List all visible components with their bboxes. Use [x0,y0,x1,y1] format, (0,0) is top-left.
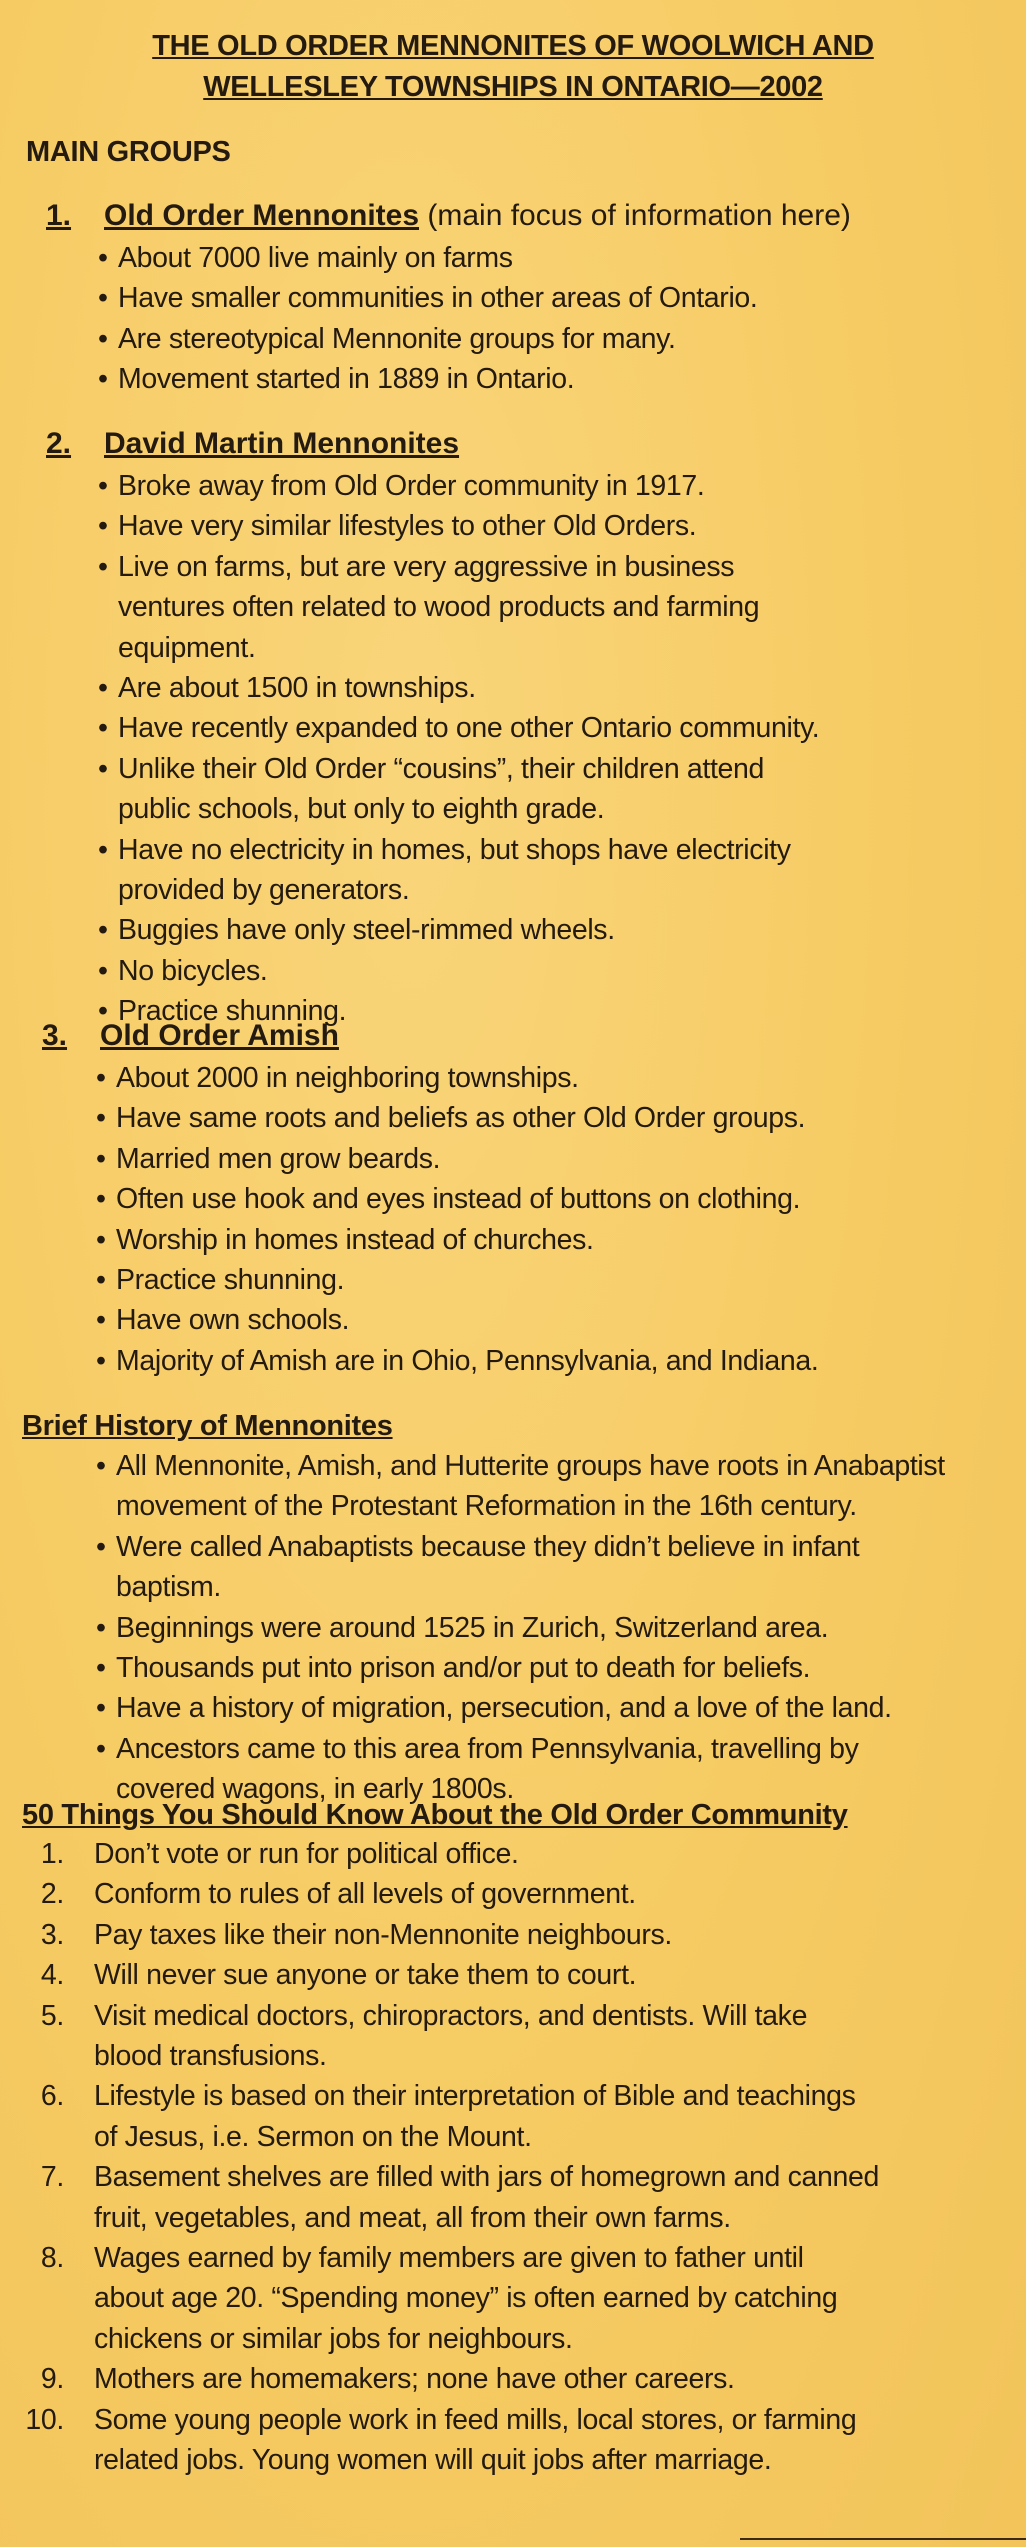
list-item [20,2359,880,2399]
list-item [20,2157,880,2238]
item-text: Conform to rules of all levels of government. [94,1878,636,1911]
group-1-name: Old Order Mennonites [104,199,420,232]
group-1-bullets [98,238,978,400]
item-number: 8. [40,2242,64,2275]
list-item: • Beginnings were around 1525 in Zurich, Switzerland area. [96,1608,956,1648]
list-item: • Are stereotypical Mennonite groups for many. [98,319,978,359]
list-item: • Have smaller communities in other areas of Ontario. [98,278,978,318]
list-item: • Have a history of migration, persecution, and a love of the land. [96,1688,956,1728]
list-item [20,1996,880,2077]
list-item [20,1955,880,1995]
list-item: • About 7000 live mainly on farms [98,238,978,278]
group-3-bullets [96,1058,996,1381]
group-3-number: 3. [42,1019,68,1052]
list-item: • Have very similar lifestyles to other Old Orders. [98,506,838,546]
item-number: 3. [40,1918,64,1951]
item-text: Some young people work in feed mills, local stores, or farming related jobs. Young women will quit jobs after marriage. [94,2403,857,2477]
item-number: 2. [40,1878,64,1911]
group-2-header [46,424,459,464]
things-list [20,1834,880,2481]
item-text: Pay taxes like their non-Mennonite neighbours. [94,1918,673,1951]
list-item: • Worship in homes instead of churches. [96,1220,996,1260]
item-number: 9. [40,2363,64,2396]
list-item: • Practice shunning. [96,1260,996,1300]
list-item [20,1834,880,1874]
list-item: • Ancestors came to this area from Pennsylvania, travelling by covered wagons, in early 1800s. [96,1729,956,1810]
list-item: • Were called Anabaptists because they didn’t believe in infant baptism. [96,1527,956,1608]
group-1-number: 1. [46,199,72,232]
item-text: Mothers are homemakers; none have other careers. [94,2363,735,2396]
things-heading: 50 Things You Should Know About the Old Order Community [22,1799,848,1831]
main-groups-heading: MAIN GROUPS [26,136,231,168]
item-text: Don’t vote or run for political office. [94,1838,519,1870]
list-item [20,2400,880,2481]
group-2-bullets [98,466,838,1032]
group-1-note: (main focus of information here) [427,199,851,232]
list-item: • Movement started in 1889 in Ontario. [98,359,978,399]
page-title [0,26,1026,108]
list-item: • No bicycles. [98,951,838,991]
item-text: Wages earned by family members are given to father until about age 20. “Spending money” is often earned by catching chickens or similar jobs for neighbours. [94,2242,838,2355]
list-item: • Have same roots and beliefs as other Old Order groups. [96,1098,996,1138]
list-item: • Majority of Amish are in Ohio, Pennsylvania, and Indiana. [96,1341,996,1381]
history-bullets [96,1446,956,1810]
list-item: • Unlike their Old Order “cousins”, their children attend public schools, but only to eighth grade. [98,749,838,830]
list-item: • Live on farms, but are very aggressive in business ventures often related to wood products and farming equipment. [98,547,838,668]
history-heading: Brief History of Mennonites [22,1410,393,1442]
list-item [20,2076,880,2157]
list-item: • Broke away from Old Order community in 1917. [98,466,838,506]
list-item: • Buggies have only steel-rimmed wheels. [98,910,838,950]
item-text: Basement shelves are filled with jars of homegrown and canned fruit, vegetables, and meat, all from their own farms. [94,2161,880,2234]
item-text: Will never sue anyone or take them to court. [94,1959,637,1992]
list-item: • Practice shunning. [98,991,838,1031]
item-number: 5. [40,1999,64,2032]
list-item: • About 2000 in neighboring townships. [96,1058,996,1098]
list-item: • Thousands put into prison and/or put to death for beliefs. [96,1648,956,1688]
group-2-name: David Martin Mennonites [104,427,460,460]
item-number: 10. [25,2403,64,2436]
list-item: • Have own schools. [96,1300,996,1340]
group-3-header [42,1016,339,1056]
item-number: 6. [40,2080,64,2113]
list-item: • All Mennonite, Amish, and Hutterite groups have roots in Anabaptist movement of the Protestant Reformation in the 16th century. [96,1446,956,1527]
group-3-name: Old Order Amish [100,1019,339,1052]
title-line-2: WELLESLEY TOWNSHIPS IN ONTARIO—2002 [203,71,823,103]
item-text: Lifestyle is based on their interpretation of Bible and teachings of Jesus, i.e. Sermon on the Mount. [94,2080,856,2153]
list-item [20,1915,880,1955]
group-1-header [46,196,851,236]
list-item: • Are about 1500 in townships. [98,668,838,708]
item-number: 4. [40,1959,64,1992]
list-item: • Married men grow beards. [96,1139,996,1179]
item-number: 7. [40,2161,64,2194]
item-number: 1. [40,1838,64,1870]
bottom-divider [740,2538,1026,2540]
item-text: Visit medical doctors, chiropractors, and dentists. Will take blood transfusions. [94,1999,808,2073]
list-item: • Have recently expanded to one other Ontario community. [98,708,838,748]
list-item: • Often use hook and eyes instead of buttons on clothing. [96,1179,996,1219]
group-2-number: 2. [46,427,72,460]
list-item [20,2238,880,2359]
list-item [20,1874,880,1914]
list-item: • Have no electricity in homes, but shops have electricity provided by generators. [98,830,838,911]
title-line-1: THE OLD ORDER MENNONITES OF WOOLWICH AND [152,30,874,62]
